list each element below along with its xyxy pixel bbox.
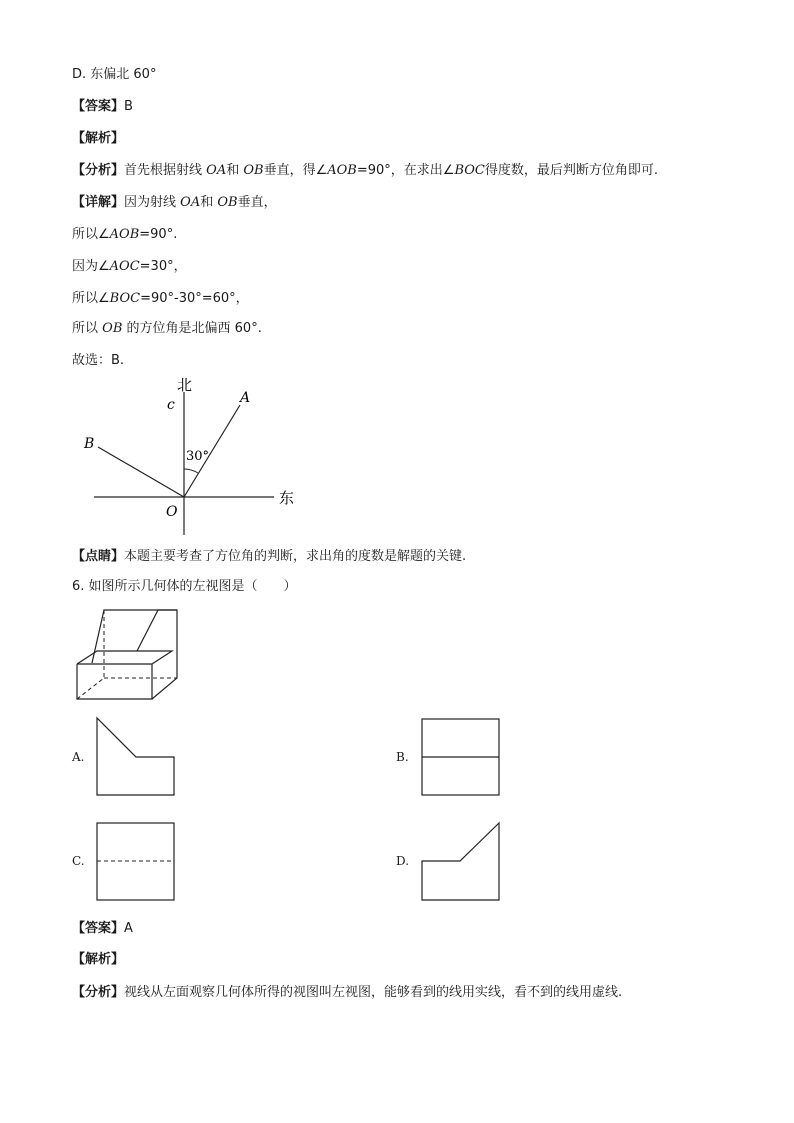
- answer-line: [72, 98, 133, 116]
- answer-value: B: [124, 99, 133, 114]
- xiangjie-text: 因为射线: [124, 195, 177, 210]
- step-text: =90°.: [139, 227, 178, 242]
- analysis-heading: 【解析】: [72, 131, 125, 146]
- q6-analysis-heading: 【解析】: [72, 952, 125, 967]
- option-d-figure[interactable]: [421, 822, 501, 902]
- label-c: c: [167, 397, 175, 413]
- angle-name: BOC: [109, 291, 141, 306]
- xiangjie-tag: 【详解】: [72, 195, 125, 210]
- fenxi-text: =90°，在求出∠: [356, 163, 455, 178]
- option-d: D. 东偏北 60°: [72, 67, 157, 82]
- answer-tag: 【答案】: [72, 99, 125, 114]
- step-3: [72, 290, 249, 308]
- label-a: A: [240, 390, 251, 406]
- ray-oa: OA: [180, 195, 201, 210]
- step-text: 所以: [72, 321, 99, 336]
- fenxi-text: 视线从左面观察几何体所得的视图叫左视图，能够看到的线用实线，看不到的线用虚线.: [124, 985, 623, 1000]
- north-label: 北: [177, 376, 193, 394]
- fenxi-text: 得度数，最后判断方位角即可.: [484, 163, 658, 178]
- answer-tag: 【答案】: [72, 921, 125, 936]
- ray-ob: OB: [102, 321, 123, 336]
- step-text: 所以∠: [72, 227, 110, 242]
- angle-name: AOB: [109, 227, 140, 242]
- fenxi-tag: 【分析】: [72, 163, 125, 178]
- option-c-figure[interactable]: [96, 822, 176, 902]
- fenxi-text: 首先根据射线: [124, 163, 203, 178]
- angle-name: AOC: [109, 259, 140, 274]
- option-b-figure[interactable]: [421, 718, 501, 798]
- east-label: 东: [279, 489, 295, 507]
- solid-figure: [76, 608, 186, 702]
- ray-ob-line: [98, 447, 184, 497]
- question-6-stem: 6. 如图所示几何体的左视图是（ ）: [72, 579, 297, 594]
- fenxi-tag: 【分析】: [72, 985, 125, 1000]
- q6-answer-line: [72, 920, 133, 938]
- label-b: B: [84, 436, 95, 452]
- step-2: [72, 258, 187, 276]
- fenxi-and: 和: [226, 163, 240, 178]
- fenxi-line: [72, 162, 658, 180]
- ray-ob: OB: [217, 195, 238, 210]
- angle-30-label: 30°: [186, 449, 210, 464]
- step-1: [72, 226, 177, 244]
- step-text: =30°，: [139, 259, 187, 274]
- option-a-label[interactable]: A.: [72, 750, 85, 764]
- label-o: O: [166, 504, 178, 520]
- step-text: 的方位角是北偏西 60°.: [126, 321, 262, 336]
- dianjing-text: 本题主要考查了方位角的判断，求出角的度数是解题的关键.: [124, 549, 467, 564]
- angle-arc: [184, 469, 198, 473]
- dianjing-line: [72, 548, 466, 566]
- option-b-label[interactable]: B.: [396, 750, 409, 764]
- q6-fenxi-line: [72, 984, 622, 1002]
- answer-value: A: [124, 921, 133, 936]
- xiangjie-text: 垂直，: [237, 195, 277, 210]
- step-text: 所以∠: [72, 291, 110, 306]
- xiangjie-line: [72, 194, 277, 212]
- option-a-figure[interactable]: [96, 717, 176, 797]
- step-text: =90°-30°=60°，: [140, 291, 249, 306]
- option-c-label[interactable]: C.: [72, 854, 85, 868]
- option-d-label[interactable]: D.: [396, 854, 410, 868]
- choice-line: 故选：B.: [72, 353, 125, 368]
- xiangjie-and: 和: [200, 195, 214, 210]
- angle-aob: AOB: [327, 163, 357, 178]
- direction-diagram: [80, 372, 310, 542]
- step-4: [72, 320, 262, 338]
- ray-ob: OB: [243, 163, 264, 178]
- ray-oa: OA: [206, 163, 227, 178]
- step-text: 因为∠: [72, 259, 110, 274]
- fenxi-text: 垂直，得∠: [263, 163, 328, 178]
- dianjing-tag: 【点睛】: [72, 549, 125, 564]
- angle-boc: BOC: [454, 163, 485, 178]
